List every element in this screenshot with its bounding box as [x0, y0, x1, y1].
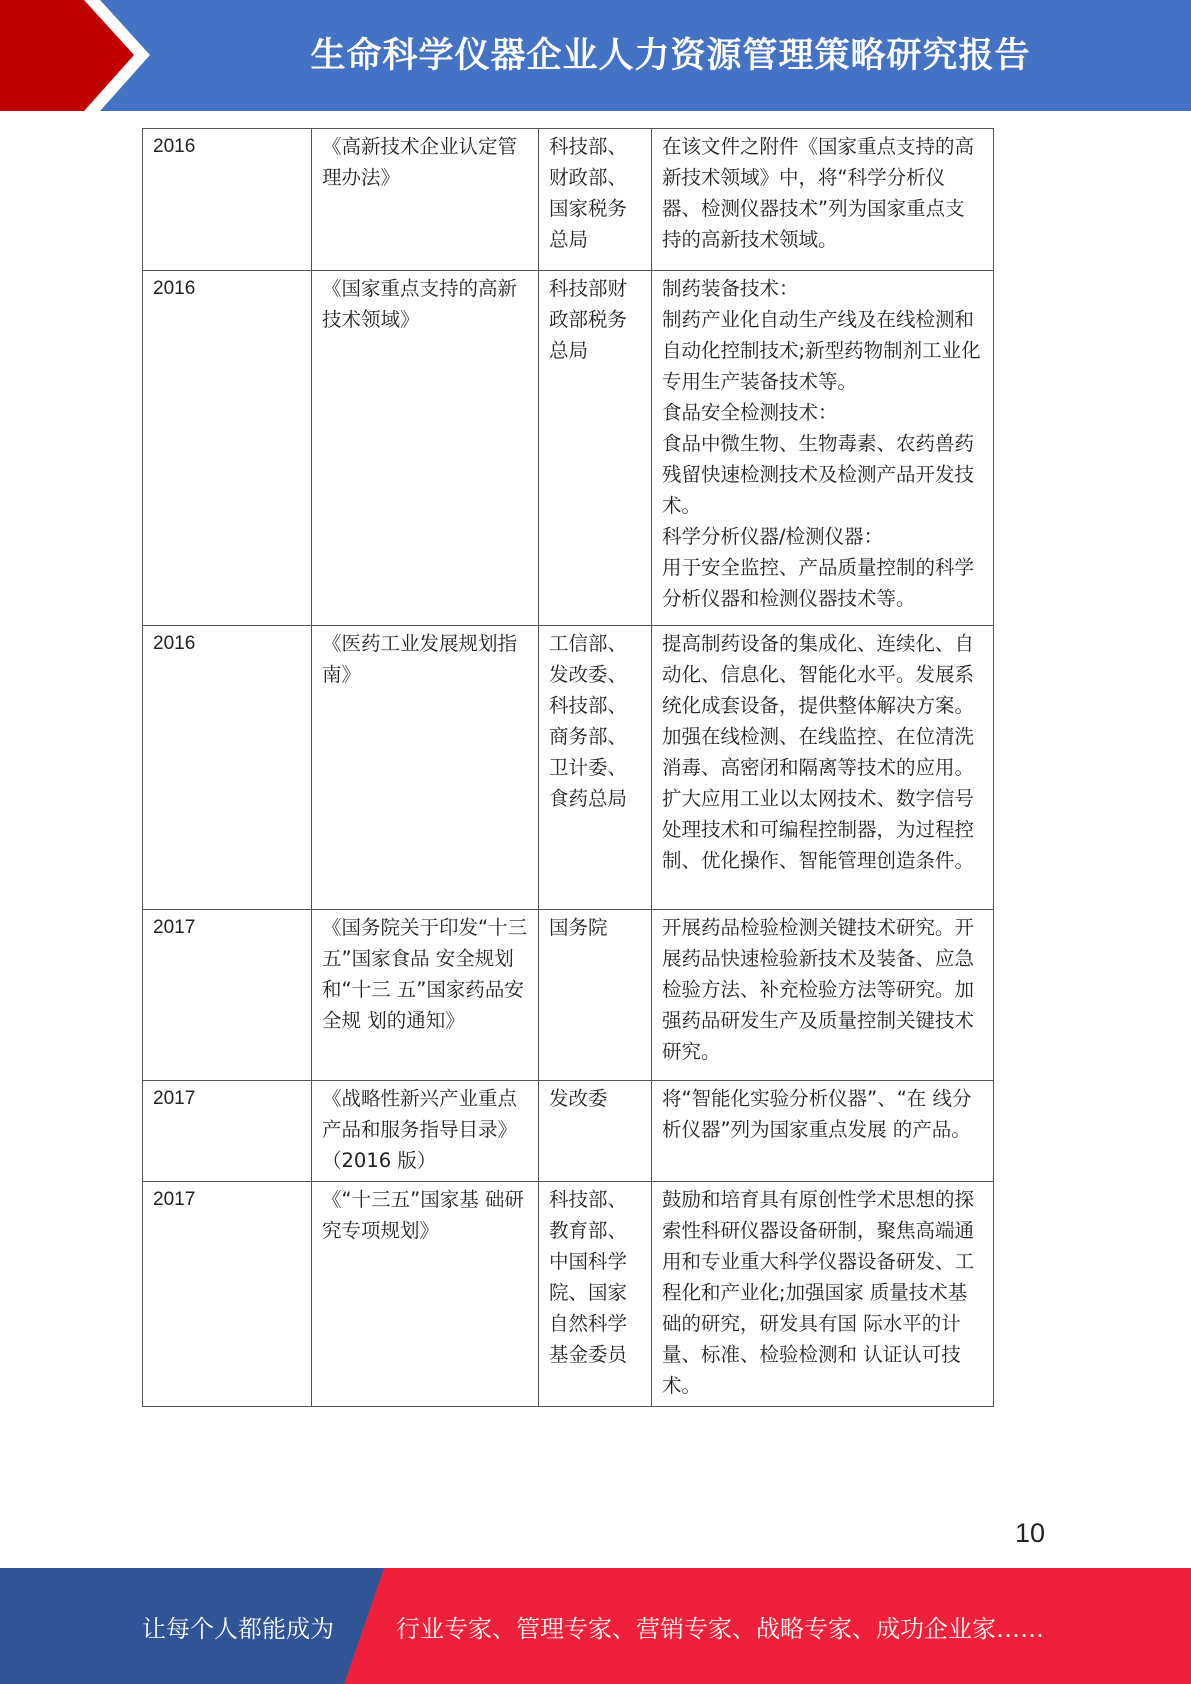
content-cell — [652, 271, 994, 626]
year-cell — [143, 129, 312, 271]
document-cell — [312, 1182, 539, 1407]
department-cell — [539, 910, 652, 1081]
department-text: 发改委 — [549, 1087, 608, 1110]
year-text: 2016 — [153, 278, 196, 299]
department-text: 科技部财政部税务总局 — [549, 277, 628, 362]
document-cell — [312, 129, 539, 271]
document-name: 《“十三五”国家基 础研究专项规划》 — [322, 1188, 524, 1242]
year-text: 2016 — [153, 633, 196, 654]
table-row — [143, 626, 994, 910]
year-cell — [143, 271, 312, 626]
footer-slogan-right: 行业专家、管理专家、营销专家、战略专家、成功企业家…… — [396, 1614, 1044, 1643]
department-cell — [539, 271, 652, 626]
page-footer — [0, 1568, 1191, 1684]
year-cell — [143, 1182, 312, 1407]
year-cell — [143, 626, 312, 910]
year-text: 2017 — [153, 1088, 196, 1109]
footer-slogan-left: 让每个人都能成为 — [142, 1614, 334, 1643]
content-cell — [652, 129, 994, 271]
year-cell — [143, 910, 312, 1081]
document-name: 《战略性新兴产业重点产品和服务指导目录》（2016 版） — [322, 1087, 518, 1172]
document-cell — [312, 626, 539, 910]
policy-table — [142, 128, 994, 1407]
content-cell — [652, 1081, 994, 1182]
department-text: 国务院 — [549, 916, 608, 939]
table-row — [143, 910, 994, 1081]
page-header — [0, 0, 1191, 111]
table-row — [143, 1182, 994, 1407]
document-name: 《高新技术企业认定管理办法》 — [322, 135, 518, 189]
content-text: 提高制药设备的集成化、连续化、自动化、信息化、智能化水平。发展系统化成套设备，提供整体解决方案。加强在线检测、在线监控、在位清洗消毒、高密闭和隔离等技术的应用。扩大应用工业以太网技术、数字信号处理技术和可编程控制器，为过程控制、优化操作、智能管理创造条件。 — [662, 632, 975, 872]
page-number: 10 — [1014, 1518, 1046, 1548]
department-text: 科技部、 财政部、 国家税务总局 — [549, 135, 628, 251]
document-name: 《国家重点支持的高新技术领域》 — [322, 277, 518, 331]
content-text: 开展药品检验检测关键技术研究。开展药品快速检验新技术及装备、应急检验方法、补充检验方法等研究。加强药品研发生产及质量控制关键技术研究。 — [662, 916, 975, 1063]
department-cell — [539, 626, 652, 910]
department-text: 科技部、 教育部、 中国科学院、国家自然科学基金委员 — [549, 1188, 628, 1366]
department-cell — [539, 1081, 652, 1182]
year-text: 2016 — [153, 136, 196, 157]
content-text: 鼓励和培育具有原创性学术思想的探索性科研仪器设备研制，聚焦高端通用和专业重大科学仪器设备研发、工程化和产业化;加强国家 质量技术基础的研究，研发具有国 际水平的计量、标准、检验检测和 认证认可技术。 — [662, 1188, 975, 1397]
document-cell — [312, 1081, 539, 1182]
table-row — [143, 1081, 994, 1182]
department-text: 工信部、 发改委、 科技部、 商务部、 卫计委、 食药总局 — [549, 632, 628, 810]
content-text: 在该文件之附件《国家重点支持的高新技术领域》中，将“科学分析仪器、检测仪器技术”列为国家重点支持的高新技术领域。 — [662, 135, 975, 251]
department-cell — [539, 129, 652, 271]
document-name: 《国务院关于印发“十三五”国家食品 安全规划和“十三 五”国家药品安全规 划的通知》 — [322, 916, 528, 1032]
year-text: 2017 — [153, 917, 196, 938]
content-text: 制药装备技术： 制药产业化自动生产线及在线检测和自动化控制技术;新型药物制剂工业化专用生产装备技术等。 食品安全检测技术： 食品中微生物、生物毒素、农药兽药残留快速检测技术及检测产品开发技术。 科学分析仪器/检测仪器： 用于安全监控、产品质量控制的科学分析仪器和检测仪器技术等。 — [662, 277, 981, 610]
content-text: 将“智能化实验分析仪器”、“在 线分析仪器”列为国家重点发展 的产品。 — [662, 1087, 972, 1141]
content-cell — [652, 910, 994, 1081]
document-name: 《医药工业发展规划指南》 — [322, 632, 518, 686]
year-cell — [143, 1081, 312, 1182]
table-row — [143, 271, 994, 626]
year-text: 2017 — [153, 1189, 196, 1210]
content-cell — [652, 626, 994, 910]
document-cell — [312, 910, 539, 1081]
document-cell — [312, 271, 539, 626]
table-row — [143, 129, 994, 271]
content-cell — [652, 1182, 994, 1407]
document-title: 生命科学仪器企业人力资源管理策略研究报告 — [310, 36, 1031, 76]
department-cell — [539, 1182, 652, 1407]
